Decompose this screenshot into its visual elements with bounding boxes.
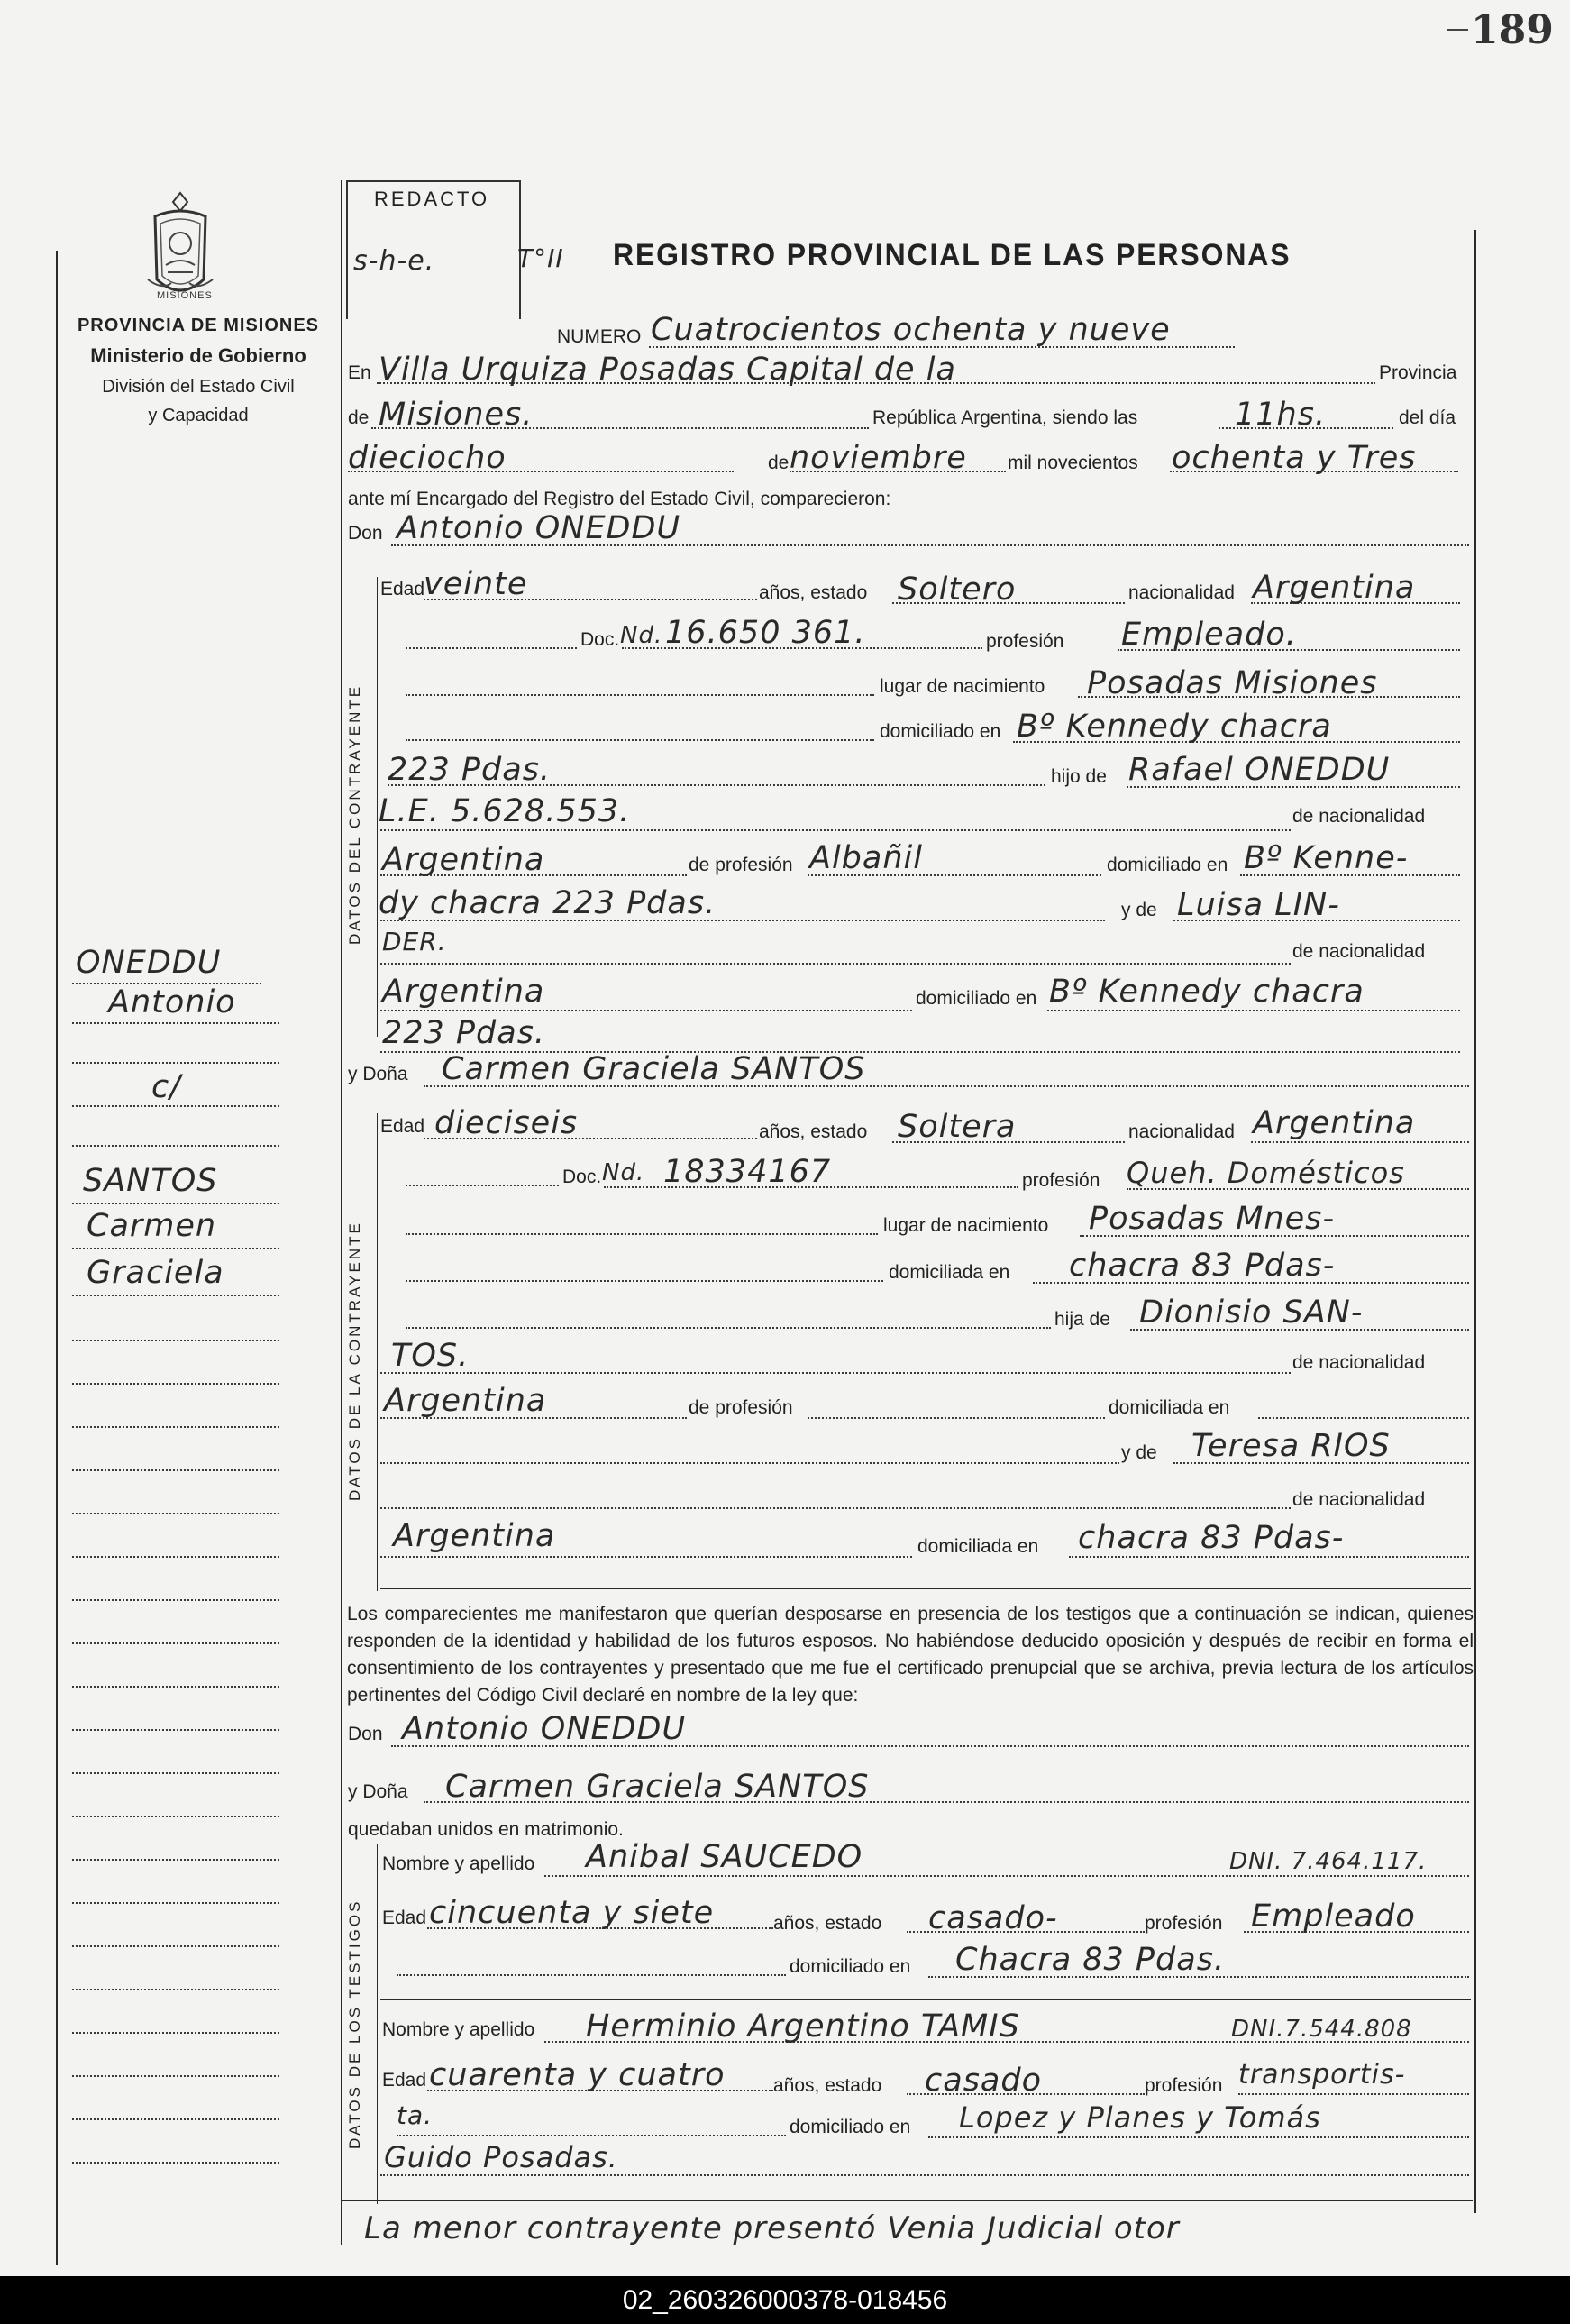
value-nota: La menor contrayente presentó Venia Judicial otor [364, 2210, 1180, 2246]
footer-code: 02_260326000378-018456 [0, 2276, 1570, 2324]
page-number: 189 [1471, 7, 1554, 53]
value-don-2: Antonio ONEDDU [402, 1711, 687, 1747]
margin-ruled-line [72, 1469, 279, 1471]
label-f-doc: Doc. [562, 1167, 602, 1187]
label-m-edad: Edad [380, 579, 425, 599]
margin-ruled-line [72, 2118, 279, 2120]
tomo-note: T°II [517, 243, 564, 273]
label-del-dia: del día [1399, 407, 1456, 428]
label-m-padre-de-nac: de nacionalidad [1292, 806, 1426, 827]
value-m-padre-nac: Argentina [382, 842, 545, 878]
margin-ruled-line [72, 1599, 279, 1601]
label-f-domiciliada: domiciliada en [889, 1262, 1010, 1283]
value-f-dom: chacra 83 Pdas- [1069, 1248, 1336, 1284]
value-m-madre-dom-1: Bº Kennedy chacra [1049, 974, 1365, 1010]
label-m-hijo-de: hijo de [1051, 766, 1107, 787]
value-m-doc: 16.650 361. [665, 615, 866, 651]
label-numero: NUMERO [557, 326, 642, 347]
label-f-padre-domiciliada: domiciliada en [1109, 1397, 1230, 1418]
label-m-padre-domiciliado: domiciliado en [1107, 855, 1228, 875]
margin-ruled-line [72, 1816, 279, 1817]
label-dona: y Doña [348, 1064, 408, 1084]
margin-ruled-line [72, 1772, 279, 1774]
label-f-hija-de: hija de [1054, 1309, 1110, 1330]
label-t1-edad: Edad [382, 1908, 427, 1928]
right-border-line [1474, 230, 1476, 2213]
margin-name-1: Antonio [108, 984, 236, 1020]
registry-title: REGISTRO PROVINCIAL DE LAS PERSONAS [613, 238, 1292, 272]
contrayenta-bracket [377, 1113, 378, 1591]
label-ante-mi: ante mí Encargado del Registro del Estado Civil, comparecieron: [348, 489, 891, 509]
margin-ruled-line [72, 1426, 279, 1428]
value-m-madre-1: Luisa LIN- [1177, 887, 1340, 923]
value-f-profesion: Queh. Domésticos [1127, 1156, 1405, 1190]
page-number-dash [1447, 29, 1468, 31]
margin-ruled-line [72, 1686, 279, 1688]
value-m-madre-nac: Argentina [382, 974, 545, 1010]
label-t2-domiciliado: domiciliado en [790, 2117, 911, 2137]
label-t1-nombre: Nombre y apellido [382, 1853, 535, 1874]
redacto-note: s-h-e. [353, 245, 435, 277]
label-f-madre-de-nac: de nacionalidad [1292, 1489, 1426, 1510]
side-label-contrayente: DATOS DEL CONTRAYENTE [346, 683, 363, 945]
side-label-contrayenta: DATOS DE LA CONTRAYENTE [346, 1221, 363, 1501]
value-m-dom-1: Bº Kennedy chacra [1017, 709, 1332, 745]
label-republica: República Argentina, siendo las [872, 407, 1138, 428]
value-m-dom-2: 223 Pdas. [388, 752, 552, 788]
value-mes: noviembre [790, 440, 967, 476]
label-t1-profesion: profesión [1145, 1913, 1223, 1934]
label-f-profesion: profesión [1022, 1170, 1100, 1191]
value-m-lugar: Posadas Misiones [1087, 665, 1378, 701]
label-quedaban: quedaban unidos en matrimonio. [348, 1819, 624, 1840]
main-left-line [341, 180, 342, 2245]
label-m-lugar: lugar de nacimiento [880, 676, 1045, 697]
left-border-line [56, 251, 58, 2265]
label-don-2: Don [348, 1724, 383, 1744]
value-f-doc: 18334167 [663, 1154, 832, 1190]
contrayente-bracket [377, 577, 378, 1037]
margin-surname-1: ONEDDU [76, 945, 222, 981]
label-t1-anos-estado: años, estado [773, 1913, 882, 1934]
margin-ruled-line [72, 1902, 279, 1904]
label-dona-2: y Doña [348, 1781, 408, 1802]
value-t2-doc: DNI.7.544.808 [1231, 2016, 1412, 2043]
value-t2-prof-2: ta. [397, 2100, 434, 2130]
margin-ruled-line [72, 1945, 279, 1947]
label-f-lugar: lugar de nacimiento [883, 1215, 1049, 1236]
margin-ruled-line [72, 1859, 279, 1861]
margin-surname-2: SANTOS [83, 1163, 218, 1199]
value-m-edad: veinte [424, 566, 528, 602]
value-dona-2: Carmen Graciela SANTOS [445, 1769, 870, 1805]
value-f-edad: dieciseis [434, 1105, 579, 1141]
value-t2-dom-1: Lopez y Planes y Tomás [959, 2100, 1321, 2135]
value-t1-doc: DNI. 7.464.117. [1229, 1848, 1428, 1875]
value-m-nacionalidad: Argentina [1253, 570, 1416, 606]
label-f-anos-estado: años, estado [759, 1121, 868, 1142]
label-f-padre-profesion: de profesión [689, 1397, 793, 1418]
office-capacity: y Capacidad [148, 406, 249, 425]
label-m-madre-domiciliado: domiciliado en [916, 988, 1037, 1009]
label-f-edad: Edad [380, 1116, 425, 1137]
value-m-padre-dom-1: Bº Kenne- [1244, 840, 1409, 876]
value-t1-edad: cincuenta y siete [429, 1895, 715, 1931]
label-m-profesion: profesión [986, 631, 1064, 652]
provincial-seal-icon [144, 189, 216, 307]
value-f-doc-prefix: Nd. [602, 1159, 645, 1186]
label-m-doc: Doc. [580, 629, 620, 650]
value-ano: ochenta y Tres [1172, 440, 1417, 476]
office-division: División del Estado Civil [102, 377, 295, 397]
margin-name-2a: Carmen [87, 1208, 217, 1244]
value-m-madre-2: DER. [382, 927, 447, 956]
declaration-paragraph: Los comparecientes me manifestaron que querían desposarse en presencia de los testigos que a continuación se indican, quienes responden de la identidad y habilidad de los futuros esposos. No habiéndose deducido oposición y después de recibir en forma el consentimiento de los contrayentes y presentado que me fue el certificado prenupcial que se archiva, previa lectura de los artículos pertinentes del Código Civil declaré en nombre de la ley que: [347, 1604, 1474, 1706]
label-de: de [348, 407, 370, 428]
value-f-lugar: Posadas Mnes- [1089, 1201, 1336, 1237]
value-f-madre-nac: Argentina [393, 1518, 556, 1554]
margin-ruled-line [72, 1513, 279, 1514]
testigos-rule [380, 1999, 1471, 2000]
label-f-y-de: y de [1121, 1442, 1157, 1463]
label-f-nacionalidad: nacionalidad [1128, 1121, 1235, 1142]
label-t2-edad: Edad [382, 2070, 427, 2091]
block-rule [380, 1588, 1471, 1589]
label-mil-novecientos: mil novecientos [1008, 453, 1138, 473]
margin-ruled-line [72, 2032, 279, 2034]
value-t2-estado: casado [925, 2063, 1043, 2099]
label-f-madre-domiciliada: domiciliada en [917, 1536, 1039, 1557]
label-m-madre-de-nac: de nacionalidad [1292, 941, 1426, 962]
margin-ruled-line [72, 1729, 279, 1731]
value-m-madre-dom-2: 223 Pdas. [382, 1015, 546, 1051]
label-don: Don [348, 523, 383, 544]
label-m-nacionalidad: nacionalidad [1128, 582, 1235, 603]
value-m-padre-prof: Albañil [809, 840, 923, 876]
value-m-estado: Soltero [898, 572, 1017, 608]
label-m-y-de: y de [1121, 900, 1157, 920]
margin-ruled-line [72, 1642, 279, 1644]
margin-ruled-line [72, 1989, 279, 1990]
value-f-padre-1: Dionisio SAN- [1139, 1295, 1364, 1331]
value-t2-nombre: Herminio Argentino TAMIS [586, 2008, 1020, 2045]
label-m-anos-estado: años, estado [759, 582, 868, 603]
side-label-testigos: DATOS DE LOS TESTIGOS [346, 1899, 363, 2149]
label-t1-domiciliado: domiciliado en [790, 1956, 911, 1977]
value-f-padre-nac: Argentina [384, 1383, 547, 1419]
value-hora: 11hs. [1235, 397, 1327, 433]
value-t1-nombre: Anibal SAUCEDO [586, 1839, 863, 1875]
value-dia: dieciocho [348, 440, 507, 476]
label-t2-nombre: Nombre y apellido [382, 2019, 535, 2040]
margin-conj: c/ [151, 1069, 182, 1105]
value-t1-estado: casado- [928, 1900, 1058, 1936]
label-de-mes: de [768, 453, 790, 473]
value-t1-dom: Chacra 83 Pdas. [955, 1942, 1226, 1978]
label-en: En [348, 362, 371, 383]
value-m-padre: Rafael ONEDDU [1128, 752, 1391, 788]
value-dona: Carmen Graciela SANTOS [442, 1051, 866, 1087]
office-ministry: Ministerio de Gobierno [90, 344, 306, 367]
bottom-rule [342, 2200, 1473, 2201]
label-m-padre-profesion: de profesión [689, 855, 793, 875]
value-f-madre-dom: chacra 83 Pdas- [1078, 1520, 1345, 1556]
value-en: Villa Urquiza Posadas Capital de la [379, 352, 956, 388]
margin-name-2b: Graciela [87, 1255, 224, 1291]
label-provincia: Provincia [1379, 362, 1457, 383]
label-t2-profesion: profesión [1145, 2075, 1223, 2096]
value-t1-profesion: Empleado [1251, 1899, 1416, 1935]
label-f-padre-de-nac: de nacionalidad [1292, 1352, 1426, 1373]
value-f-madre: Teresa RIOS [1191, 1428, 1391, 1464]
value-f-padre-2: TOS. [391, 1338, 470, 1374]
value-t2-edad: cuarenta y cuatro [429, 2057, 726, 2093]
value-numero: Cuatrocientos ochenta y nueve [651, 312, 1171, 348]
label-t2-anos-estado: años, estado [773, 2075, 882, 2096]
value-f-nacionalidad: Argentina [1253, 1105, 1416, 1141]
margin-ruled-line [72, 1340, 279, 1341]
redacto-label: REDACTO [374, 188, 490, 210]
value-m-doc-prefix: Nd. [620, 622, 663, 649]
value-m-padre-doc: L.E. 5.628.553. [379, 793, 631, 829]
value-t2-dom-2: Guido Posadas. [384, 2140, 618, 2174]
margin-ruled-line [72, 2162, 279, 2164]
testigos-bracket [377, 1844, 378, 2204]
value-m-padre-dom-2: dy chacra 223 Pdas. [379, 885, 717, 921]
seal-label: MISIONES [157, 290, 213, 301]
value-m-profesion: Empleado. [1121, 617, 1297, 653]
value-t2-prof-1: transportis- [1238, 2059, 1406, 2091]
value-f-estado: Soltera [898, 1109, 1017, 1145]
margin-ruled-line [72, 2075, 279, 2077]
label-m-domiciliado: domiciliado en [880, 721, 1001, 742]
margin-ruled-line [72, 1383, 279, 1385]
margin-ruled-line [72, 1556, 279, 1558]
value-provincia: Misiones. [379, 397, 534, 433]
value-don: Antonio ONEDDU [397, 510, 681, 546]
office-province: PROVINCIA DE MISIONES [77, 316, 320, 335]
